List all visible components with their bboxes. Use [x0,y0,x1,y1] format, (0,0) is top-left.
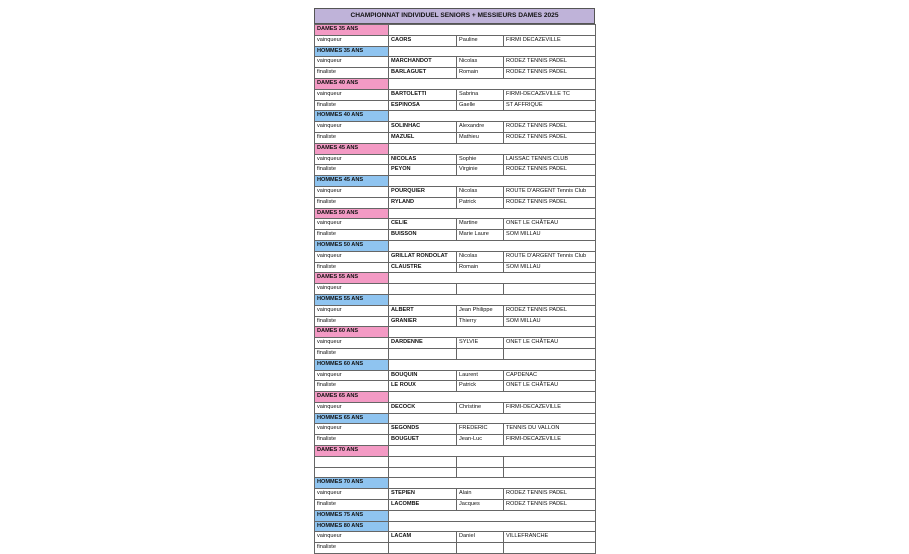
role-cell: finaliste [315,348,389,359]
nom-cell: RYLAND [389,197,457,208]
prenom-cell: Nicolas [457,251,504,262]
prenom-cell [457,467,504,478]
role-cell: vainqueur [315,57,389,68]
nom-cell [389,467,457,478]
prenom-cell: Patrick [457,197,504,208]
prenom-cell: Gaelle [457,100,504,111]
club-cell: RODEZ TENNIS PADEL [504,197,596,208]
nom-cell: MARCHANDOT [389,57,457,68]
club-cell: SOM MILLAU [504,230,596,241]
category-label: DAMES 50 ANS [315,208,389,219]
club-cell: RODEZ TENNIS PADEL [504,132,596,143]
nom-cell: GRILLAT RONDOLAT [389,251,457,262]
category-spacer [389,143,596,154]
category-row [315,521,596,532]
role-cell: finaliste [315,165,389,176]
club-cell: RODEZ TENNIS PADEL [504,68,596,79]
result-row [315,305,596,316]
category-label: DAMES 70 ANS [315,446,389,457]
category-row [315,392,596,403]
club-cell: ROUTE D'ARGENT Tennis Club [504,251,596,262]
nom-cell: DECOCK [389,402,457,413]
nom-cell: DARDENNE [389,338,457,349]
club-cell: RODEZ TENNIS PADEL [504,165,596,176]
result-row [315,489,596,500]
category-row [315,478,596,489]
category-label: HOMMES 60 ANS [315,359,389,370]
role-cell: finaliste [315,381,389,392]
prenom-cell: Mathieu [457,132,504,143]
prenom-cell: Christine [457,402,504,413]
club-cell: SOM MILLAU [504,316,596,327]
nom-cell [389,348,457,359]
nom-cell: BUISSON [389,230,457,241]
result-row [315,251,596,262]
prenom-cell: FREDERIC [457,424,504,435]
category-row [315,446,596,457]
category-label: DAMES 65 ANS [315,392,389,403]
nom-cell [389,284,457,295]
prenom-cell [457,543,504,554]
club-cell [504,348,596,359]
nom-cell: LACAM [389,532,457,543]
nom-cell: LACOMBE [389,500,457,511]
role-cell: finaliste [315,100,389,111]
club-cell: FIRMI-DECAZEVILLE TC [504,89,596,100]
prenom-cell: Patrick [457,381,504,392]
club-cell: TENNIS DU VALLON [504,424,596,435]
category-row [315,78,596,89]
nom-cell: CELIE [389,219,457,230]
category-row [315,25,596,36]
category-row [315,413,596,424]
role-cell [315,456,389,467]
role-cell: vainqueur [315,154,389,165]
nom-cell: ALBERT [389,305,457,316]
role-cell: finaliste [315,500,389,511]
nom-cell: CLAUSTRE [389,262,457,273]
result-row [315,132,596,143]
result-row [315,89,596,100]
result-row [315,165,596,176]
category-spacer [389,327,596,338]
club-cell [504,284,596,295]
role-cell: vainqueur [315,251,389,262]
result-row [315,35,596,46]
category-spacer [389,359,596,370]
result-row [315,186,596,197]
club-cell: VILLEFRANCHE [504,532,596,543]
prenom-cell: Sabrina [457,89,504,100]
role-cell: vainqueur [315,402,389,413]
role-cell: finaliste [315,230,389,241]
prenom-cell: Alain [457,489,504,500]
club-cell: ST AFFRIQUE [504,100,596,111]
nom-cell: NICOLAS [389,154,457,165]
prenom-cell [457,348,504,359]
category-row [315,327,596,338]
nom-cell: BOUGUET [389,435,457,446]
club-cell [504,543,596,554]
role-cell: finaliste [315,197,389,208]
category-row [315,240,596,251]
category-spacer [389,392,596,403]
nom-cell [389,456,457,467]
result-row [315,219,596,230]
category-spacer [389,273,596,284]
category-spacer [389,240,596,251]
category-spacer [389,176,596,187]
club-cell: ROUTE D'ARGENT Tennis Club [504,186,596,197]
nom-cell: BARLAGUET [389,68,457,79]
nom-cell: SEGONDS [389,424,457,435]
nom-cell: POURQUIER [389,186,457,197]
category-row [315,510,596,521]
result-row [315,456,596,467]
role-cell: vainqueur [315,424,389,435]
role-cell: vainqueur [315,532,389,543]
role-cell: vainqueur [315,284,389,295]
role-cell: vainqueur [315,89,389,100]
result-row [315,316,596,327]
result-row [315,500,596,511]
category-row [315,359,596,370]
nom-cell: MAZUEL [389,132,457,143]
category-label: DAMES 45 ANS [315,143,389,154]
role-cell: vainqueur [315,305,389,316]
category-label: DAMES 60 ANS [315,327,389,338]
result-row [315,57,596,68]
result-row [315,402,596,413]
category-spacer [389,294,596,305]
category-row [315,208,596,219]
result-row [315,543,596,554]
nom-cell: PEYON [389,165,457,176]
result-row [315,100,596,111]
result-row [315,467,596,478]
result-row [315,348,596,359]
prenom-cell: Nicolas [457,186,504,197]
role-cell: vainqueur [315,338,389,349]
category-spacer [389,413,596,424]
result-row [315,122,596,133]
nom-cell: LE ROUX [389,381,457,392]
club-cell: SOM MILLAU [504,262,596,273]
nom-cell: BARTOLETTI [389,89,457,100]
club-cell: RODEZ TENNIS PADEL [504,489,596,500]
result-row [315,230,596,241]
prenom-cell: Sophie [457,154,504,165]
role-cell: vainqueur [315,219,389,230]
nom-cell: SOLINHAC [389,122,457,133]
sheet-title: CHAMPIONNAT INDIVIDUEL SENIORS + MESSIEURS DAMES 2025 [314,8,595,24]
category-label: HOMMES 45 ANS [315,176,389,187]
category-label: HOMMES 70 ANS [315,478,389,489]
category-row [315,176,596,187]
prenom-cell: Alexandre [457,122,504,133]
category-spacer [389,478,596,489]
category-label: HOMMES 55 ANS [315,294,389,305]
nom-cell: BOUQUIN [389,370,457,381]
result-row [315,424,596,435]
category-spacer [389,446,596,457]
result-row [315,197,596,208]
category-label: HOMMES 80 ANS [315,521,389,532]
club-cell: FIRMI-DECAZEVILLE [504,435,596,446]
prenom-cell: Pauline [457,35,504,46]
role-cell: vainqueur [315,489,389,500]
result-row [315,68,596,79]
category-spacer [389,46,596,57]
prenom-cell: Romain [457,262,504,273]
prenom-cell: Marie Laure [457,230,504,241]
category-row [315,111,596,122]
category-label: HOMMES 65 ANS [315,413,389,424]
prenom-cell: Daniel [457,532,504,543]
category-label: HOMMES 50 ANS [315,240,389,251]
prenom-cell: Nicolas [457,57,504,68]
category-label: HOMMES 75 ANS [315,510,389,521]
club-cell: FIRMI-DECAZEVILLE [504,402,596,413]
results-sheet [314,8,595,554]
category-spacer [389,521,596,532]
category-spacer [389,510,596,521]
prenom-cell: SYLVIE [457,338,504,349]
category-label: DAMES 35 ANS [315,25,389,36]
result-row [315,381,596,392]
category-label: HOMMES 35 ANS [315,46,389,57]
club-cell: ONET LE CHÂTEAU [504,219,596,230]
category-spacer [389,78,596,89]
club-cell: RODEZ TENNIS PADEL [504,500,596,511]
prenom-cell: Martine [457,219,504,230]
club-cell: RODEZ TENNIS PADEL [504,122,596,133]
category-spacer [389,208,596,219]
result-row [315,532,596,543]
result-row [315,435,596,446]
club-cell: ONET LE CHÂTEAU [504,381,596,392]
category-row [315,46,596,57]
role-cell: finaliste [315,262,389,273]
result-row [315,284,596,295]
prenom-cell: Thierry [457,316,504,327]
club-cell [504,456,596,467]
prenom-cell: Laurent [457,370,504,381]
prenom-cell [457,456,504,467]
role-cell: vainqueur [315,186,389,197]
prenom-cell [457,284,504,295]
nom-cell: STEPIEN [389,489,457,500]
category-label: HOMMES 40 ANS [315,111,389,122]
club-cell: ONET LE CHÂTEAU [504,338,596,349]
result-row [315,262,596,273]
role-cell: finaliste [315,132,389,143]
club-cell [504,467,596,478]
role-cell: finaliste [315,543,389,554]
role-cell: vainqueur [315,35,389,46]
club-cell: LAISSAC TENNIS CLUB [504,154,596,165]
nom-cell: CAORS [389,35,457,46]
nom-cell: GRANIER [389,316,457,327]
category-label: DAMES 55 ANS [315,273,389,284]
role-cell [315,467,389,478]
club-cell: RODEZ TENNIS PADEL [504,57,596,68]
nom-cell [389,543,457,554]
prenom-cell: Romain [457,68,504,79]
category-spacer [389,25,596,36]
role-cell: finaliste [315,435,389,446]
club-cell: FIRMI DECAZEVILLE [504,35,596,46]
club-cell: RODEZ TENNIS PADEL [504,305,596,316]
club-cell: CAPDENAC [504,370,596,381]
results-table [314,24,596,554]
prenom-cell: Jean Philippe [457,305,504,316]
result-row [315,154,596,165]
category-spacer [389,111,596,122]
nom-cell: ESPINOSA [389,100,457,111]
category-row [315,294,596,305]
role-cell: finaliste [315,68,389,79]
category-row [315,273,596,284]
result-row [315,338,596,349]
role-cell: vainqueur [315,122,389,133]
category-label: DAMES 40 ANS [315,78,389,89]
role-cell: finaliste [315,316,389,327]
prenom-cell: Jacques [457,500,504,511]
result-row [315,370,596,381]
prenom-cell: Jean-Luc [457,435,504,446]
category-row [315,143,596,154]
prenom-cell: Virginie [457,165,504,176]
role-cell: vainqueur [315,370,389,381]
